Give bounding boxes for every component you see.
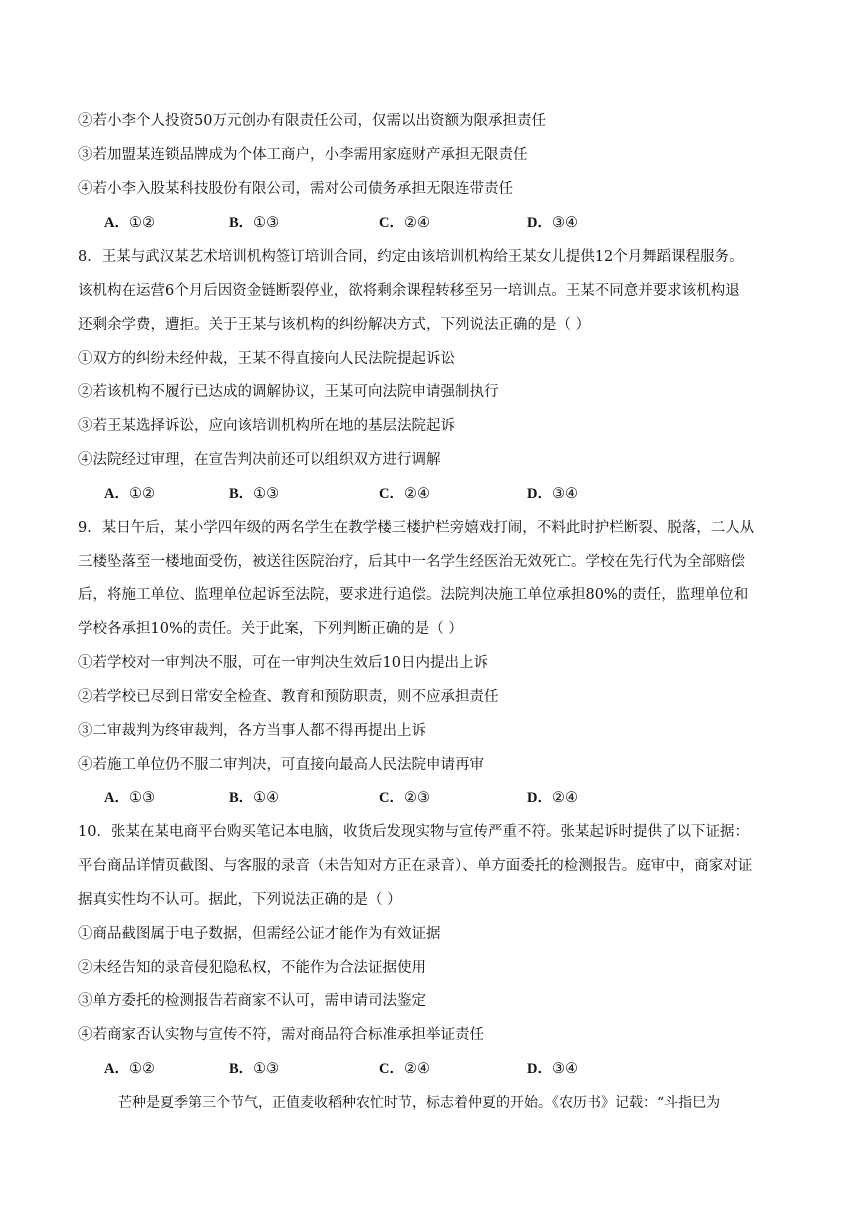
q8-item-4: ④法院经过审理，在宣告判决前还可以组织双方进行调解 [78,452,441,468]
q9-item-2: ②若学校已尽到日常安全检查、教育和预防职责，则不应承担责任 [78,689,499,705]
q7-item-4: ④若小李入股某科技股份有限公司，需对公司债务承担无限连带责任 [78,181,513,197]
option-b[interactable]: B．①④ [229,790,280,806]
option-b[interactable]: B．①③ [229,1061,280,1077]
q8-stem-line-2: 该机构在运营6个月后因资金链断裂停业，欲将剩余课程转移至另一培训点。王某不同意并要求该机构退 [78,283,740,299]
q10-stem-line-3: 据真实性均不认可。据此，下列说法正确的是（ ） [78,892,402,908]
option-a[interactable]: A．①③ [104,790,155,806]
q8-stem-line-3: 还剩余学费，遭拒。关于王某与该机构的纠纷解决方式，下列说法正确的是（ ） [78,317,591,333]
option-c[interactable]: C．②④ [379,1061,430,1077]
q8-item-3: ③若王某选择诉讼，应向该培训机构所在地的基层法院起诉 [78,418,455,434]
q10-item-1: ①商品截图属于电子数据，但需经公证才能作为有效证据 [78,926,441,942]
q10-item-3: ③单方委托的检测报告若商家不认可，需申请司法鉴定 [78,993,426,1009]
q9-stem-line-1: 9．某日午后，某小学四年级的两名学生在教学楼三楼护栏旁嬉戏打闹，不料此时护栏断裂、脱落，二人从 [78,520,755,536]
q9-stem-line-4: 学校各承担10%的责任。关于此案，下列判断正确的是（ ） [78,621,463,637]
q10-item-4: ④若商家否认实物与宣传不符，需对商品符合标准承担举证责任 [78,1027,484,1043]
option-d[interactable]: D．③④ [527,1061,578,1077]
q10-stem-line-2: 平台商品详情页截图、与客服的录音（未告知对方正在录音）、单方面委托的检测报告。庭审中，商家对证 [78,858,753,874]
option-a[interactable]: A．①② [104,1061,155,1077]
q9-item-1: ①若学校对一审判决不服，可在一审判决生效后10日内提出上诉 [78,655,488,671]
q10-item-2: ②未经告知的录音侵犯隐私权，不能作为合法证据使用 [78,960,426,976]
q8-item-1: ①双方的纠纷未经仲裁，王某不得直接向人民法院提起诉讼 [78,351,455,367]
q9-item-3: ③二审裁判为终审裁判，各方当事人都不得再提出上诉 [78,723,426,739]
option-d[interactable]: D．②④ [527,790,578,806]
option-b[interactable]: B．①③ [229,486,280,502]
option-a[interactable]: A．①② [104,215,155,231]
option-c[interactable]: C．②④ [379,215,430,231]
q9-item-4: ④若施工单位仍不服二审判决，可直接向最高人民法院申请再审 [78,757,484,773]
q8-stem-line-1: 8．王某与武汉某艺术培训机构签订培训合同，约定由该培训机构给王某女儿提供12个月舞蹈课程服务。 [78,249,744,265]
option-a[interactable]: A．①② [104,486,155,502]
q10-stem-line-1: 10．张某在某电商平台购买笔记本电脑，收货后发现实物与宣传严重不符。张某起诉时提供了以下证据： [78,824,749,840]
option-b[interactable]: B．①③ [229,215,280,231]
option-c[interactable]: C．②④ [379,486,430,502]
passage-line: 芒种是夏季第三个节气，正值麦收稻种农忙时节，标志着仲夏的开始。《农历书》记载：“斗指巳为 [118,1095,721,1111]
q7-item-3: ③若加盟某连锁品牌成为个体工商户，小李需用家庭财产承担无限责任 [78,147,528,163]
q8-item-2: ②若该机构不履行已达成的调解协议，王某可向法院申请强制执行 [78,384,499,400]
q9-stem-line-3: 后，将施工单位、监理单位起诉至法院，要求进行追偿。法院判决施工单位承担80%的责任，监理单位和 [78,587,749,603]
q9-stem-line-2: 三楼坠落至一楼地面受伤，被送往医院治疗，后其中一名学生经医治无效死亡。学校在先行代为全部赔偿 [78,554,745,570]
option-d[interactable]: D．③④ [527,486,578,502]
option-d[interactable]: D．③④ [527,215,578,231]
option-c[interactable]: C．②③ [379,790,430,806]
q7-item-2: ②若小李个人投资50万元创办有限责任公司，仅需以出资额为限承担责任 [78,113,546,129]
